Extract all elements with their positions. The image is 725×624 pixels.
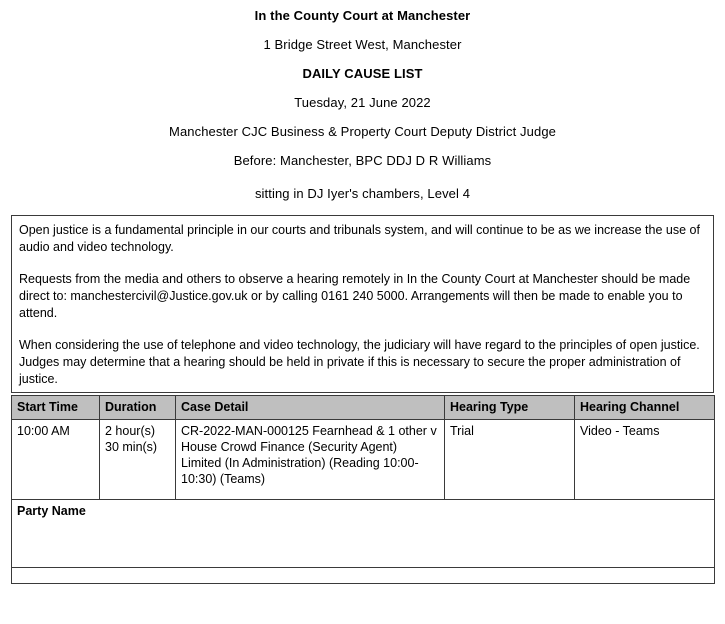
column-header-hearing-channel: Hearing Channel	[575, 396, 715, 420]
cell-blank	[12, 568, 715, 584]
table-row-blank	[12, 568, 715, 584]
party-name-section-row	[12, 500, 715, 568]
list-title: DAILY CAUSE LIST	[302, 66, 423, 81]
column-header-hearing-type: Hearing Type	[445, 396, 575, 420]
cell-case-detail: CR-2022-MAN-000125 Fearnhead & 1 other v House Crowd Finance (Security Agent) Limited (In Administration) (Reading 10:00-10:30) (Teams)	[176, 420, 445, 500]
cell-hearing-channel: Video - Teams	[575, 420, 715, 500]
cell-start-time: 10:00 AM	[12, 420, 100, 500]
table-row	[12, 420, 715, 500]
column-header-duration: Duration	[100, 396, 176, 420]
court-name: In the County Court at Manchester	[254, 8, 471, 23]
court-address: 1 Bridge Street West, Manchester	[263, 37, 462, 52]
before-judge: Before: Manchester, BPC DDJ D R Williams	[233, 153, 492, 168]
sitting-location: sitting in DJ Iyer's chambers, Level 4	[254, 186, 471, 201]
document-heading	[0, 0, 725, 201]
cause-list-table	[11, 395, 715, 584]
cause-list-table-body	[12, 420, 715, 584]
cell-hearing-type: Trial	[445, 420, 575, 500]
cell-duration: 2 hour(s) 30 min(s)	[100, 420, 176, 500]
notice-paragraph-media-requests: Requests from the media and others to observe a hearing remotely in In the County Court at Manchester should be made direct to: manchestercivil@Justice.gov.uk or by calling 0161 240 5000. Arrangements will then be made to enable you to attend.	[19, 272, 691, 320]
court-division: Manchester CJC Business & Property Court Deputy District Judge	[169, 124, 556, 139]
party-name-label: Party Name	[17, 504, 86, 518]
cause-list-table-head	[12, 396, 715, 420]
list-date: Tuesday, 21 June 2022	[294, 95, 431, 110]
party-name-section	[12, 500, 715, 568]
open-justice-notice	[11, 215, 714, 393]
column-header-start-time: Start Time	[12, 396, 100, 420]
column-header-case-detail: Case Detail	[176, 396, 445, 420]
notice-paragraph-private-hearings: When considering the use of telephone and video technology, the judiciary will have regard to the principles of open justice. Judges may determine that a hearing should be held in private if this is necessary to secure the proper administration of justice.	[19, 338, 700, 386]
table-header-row	[12, 396, 715, 420]
notice-paragraph-open-justice: Open justice is a fundamental principle in our courts and tribunals system, and will continue to be as we increase the use of audio and video technology.	[19, 223, 700, 254]
